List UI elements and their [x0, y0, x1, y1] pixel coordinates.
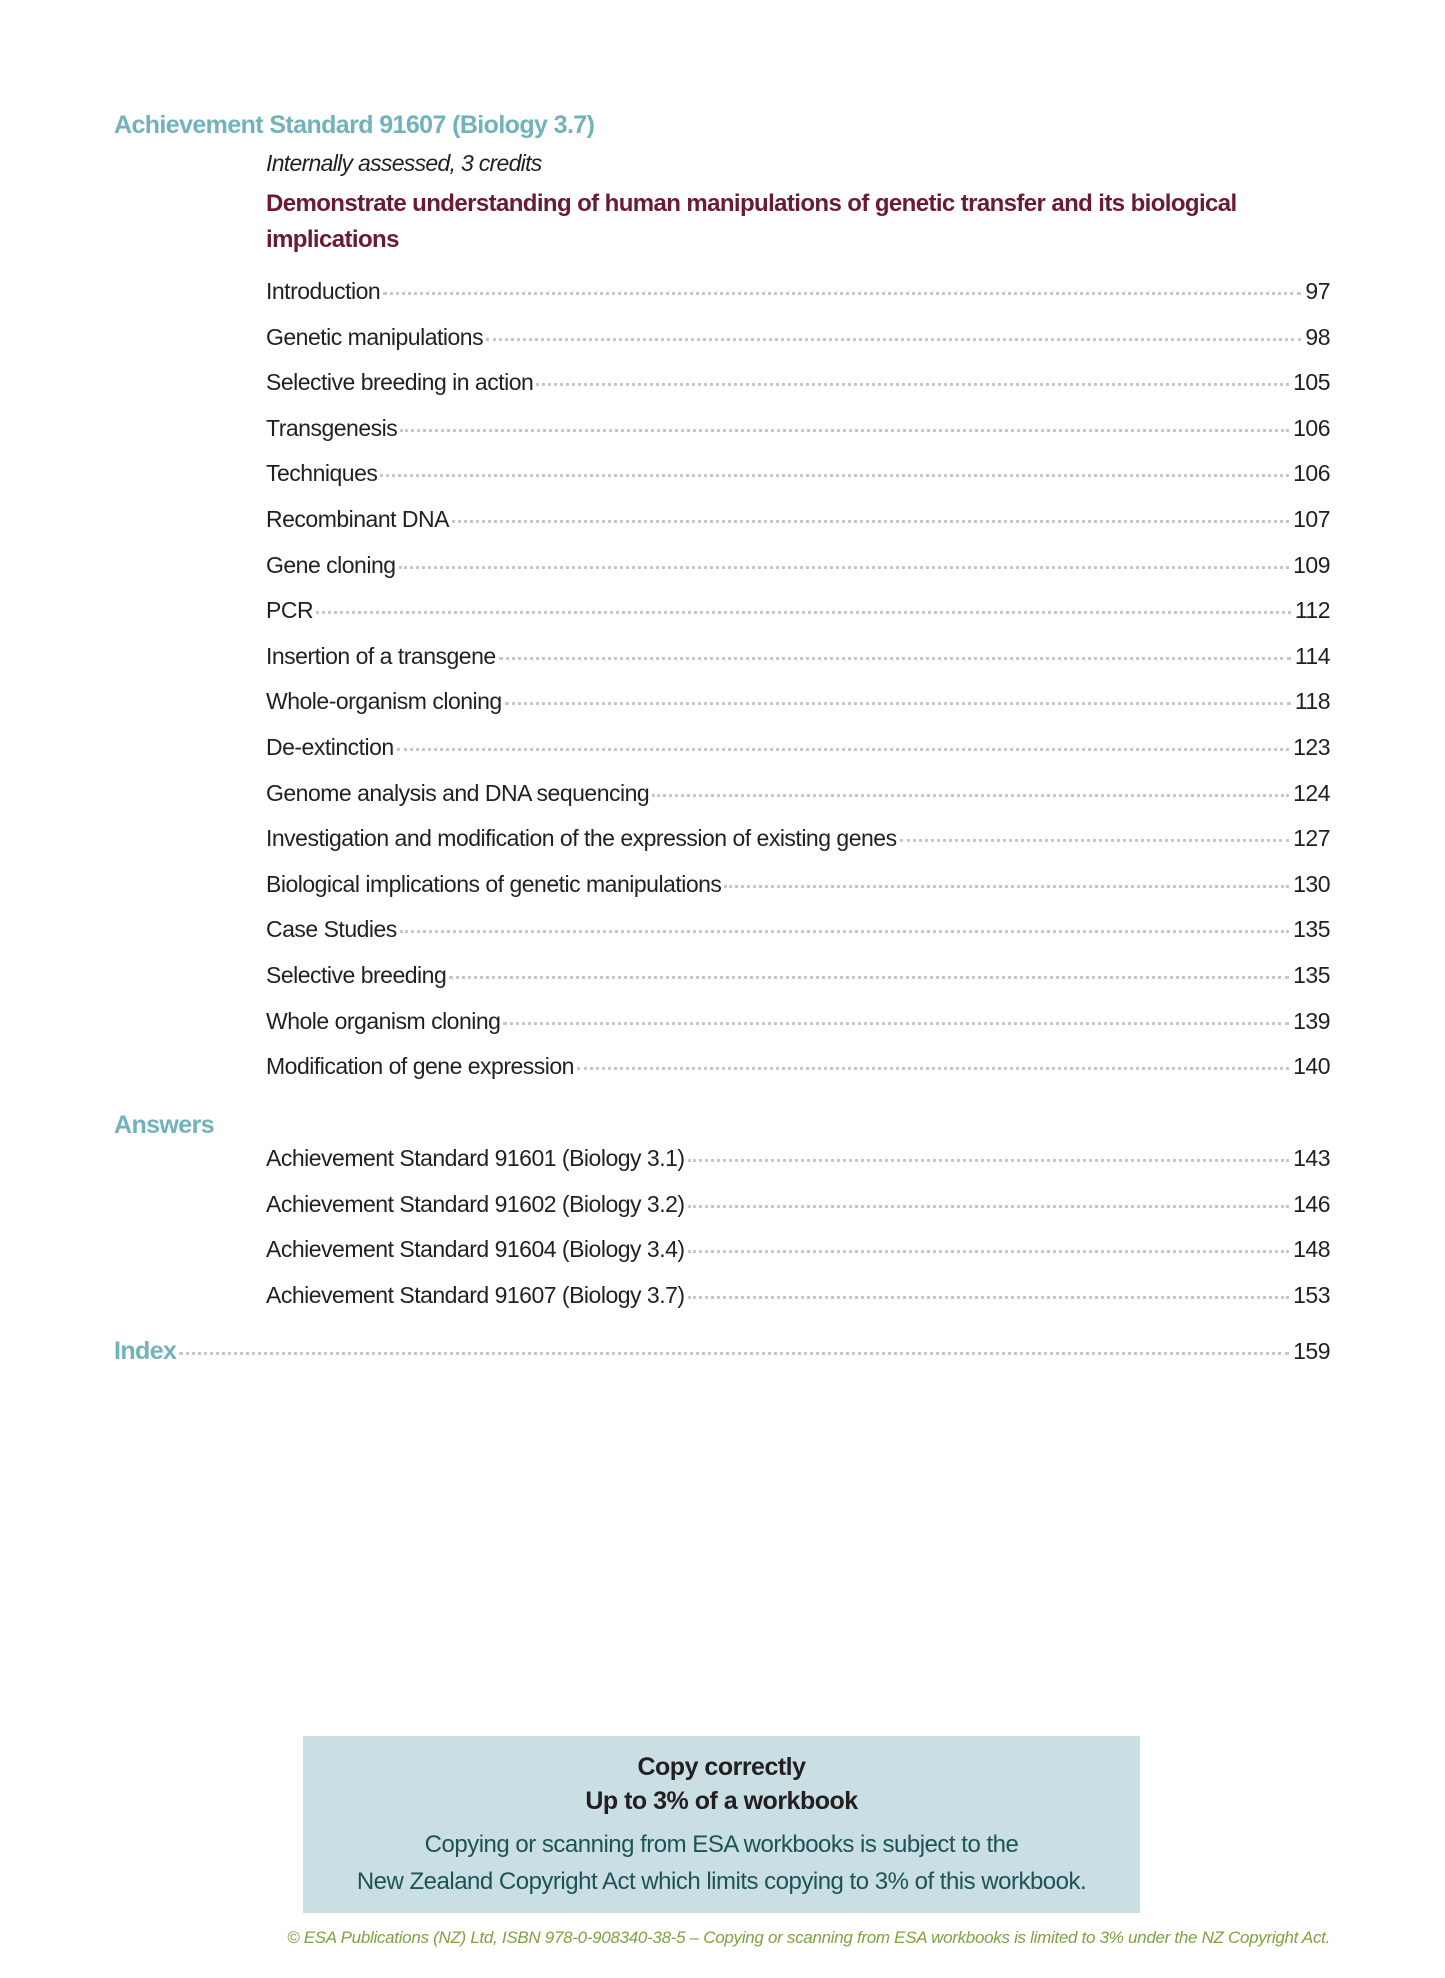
- toc-entry-label: Gene cloning: [266, 551, 396, 578]
- leader-dots: [688, 1296, 1290, 1299]
- toc-entry-page: 114: [1294, 642, 1330, 669]
- leader-dots: [452, 520, 1289, 523]
- answers-entry-page: 148: [1293, 1236, 1330, 1263]
- toc-entry-page: 135: [1293, 961, 1330, 988]
- toc-entry-label: Genetic manipulations: [266, 323, 484, 350]
- leader-dots: [383, 292, 1301, 295]
- toc-entry-page: 98: [1305, 323, 1330, 350]
- toc-entry-label: PCR: [266, 597, 314, 624]
- leader-dots: [503, 1022, 1289, 1025]
- toc-entry[interactable]: [266, 1053, 1330, 1099]
- toc-entry-page: 130: [1293, 870, 1330, 897]
- standard-title: Demonstrate understanding of human manipulations of genetic transfer and its biological implications: [266, 190, 1237, 253]
- toc-entry-label: Recombinant DNA: [266, 505, 449, 532]
- toc-entry[interactable]: [266, 643, 1330, 689]
- toc-entry[interactable]: [266, 597, 1330, 643]
- toc-entry[interactable]: [266, 871, 1330, 917]
- answers-entry-page: 153: [1293, 1281, 1330, 1308]
- index-page: 159: [1293, 1338, 1330, 1364]
- toc-entry-page: 118: [1294, 688, 1330, 715]
- toc-entry[interactable]: [266, 324, 1330, 370]
- toc-entry-label: Modification of gene expression: [266, 1053, 574, 1080]
- toc-entry-label: Investigation and modification of the expression of existing genes: [266, 825, 897, 852]
- toc-entry[interactable]: [266, 460, 1330, 506]
- toc-entry[interactable]: [266, 780, 1330, 826]
- toc-entry[interactable]: [266, 916, 1330, 962]
- toc-entry-label: Whole-organism cloning: [266, 688, 502, 715]
- toc-entry-label: Whole organism cloning: [266, 1007, 501, 1034]
- leader-dots: [449, 976, 1289, 979]
- answers-list: [266, 1145, 1330, 1327]
- answers-entry[interactable]: [266, 1191, 1330, 1237]
- toc-entry-label: Selective breeding in action: [266, 369, 534, 396]
- toc-entry-page: 107: [1293, 505, 1330, 532]
- toc-entry-page: 109: [1293, 551, 1330, 578]
- toc-entry-page: 135: [1293, 916, 1330, 943]
- index-label: Index: [114, 1337, 177, 1365]
- index-entry[interactable]: [114, 1337, 1330, 1383]
- leader-dots: [486, 338, 1301, 341]
- toc-entry-label: Selective breeding: [266, 961, 447, 988]
- answers-entry-page: 143: [1293, 1145, 1330, 1171]
- leader-dots: [652, 794, 1289, 797]
- toc-entry-page: 112: [1294, 597, 1330, 624]
- leader-dots: [316, 611, 1291, 614]
- leader-dots: [688, 1159, 1290, 1162]
- leader-dots: [900, 839, 1290, 842]
- answers-heading: Answers: [114, 1111, 215, 1139]
- leader-dots: [399, 566, 1290, 569]
- answers-entry-label: Achievement Standard 91601 (Biology 3.1): [266, 1145, 685, 1171]
- copy-notice-subtitle: Up to 3% of a workbook: [585, 1787, 858, 1815]
- toc-entry[interactable]: [266, 278, 1330, 324]
- toc-entry[interactable]: [266, 369, 1330, 415]
- toc-entry[interactable]: [266, 962, 1330, 1008]
- toc-entry-page: 123: [1293, 733, 1330, 760]
- answers-entry-label: Achievement Standard 91602 (Biology 3.2): [266, 1190, 685, 1217]
- toc-entry-label: Introduction: [266, 278, 381, 304]
- leader-dots: [380, 474, 1289, 477]
- toc-entry[interactable]: [266, 1008, 1330, 1054]
- toc-entry-label: Insertion of a transgene: [266, 642, 496, 669]
- toc-entry-page: 105: [1293, 369, 1330, 396]
- leader-dots: [688, 1205, 1290, 1208]
- copy-notice-box: [303, 1736, 1140, 1913]
- toc-entry[interactable]: [266, 552, 1330, 598]
- leader-dots: [179, 1352, 1289, 1355]
- leader-dots: [400, 429, 1289, 432]
- answers-entry[interactable]: [266, 1236, 1330, 1282]
- leader-dots: [505, 702, 1291, 705]
- toc-entry[interactable]: [266, 506, 1330, 552]
- copyright-footer: © ESA Publications (NZ) Ltd, ISBN 978-0-908340-38-5 – Copying or scanning from ESA workbooks is limited to 3% under the NZ Copyright Act.: [287, 1928, 1330, 1947]
- toc-section-list: [266, 278, 1330, 1099]
- leader-dots: [400, 930, 1289, 933]
- copy-notice-text: [303, 1826, 1140, 1900]
- toc-entry-page: 140: [1293, 1053, 1330, 1080]
- toc-entry-label: Biological implications of genetic manipulations: [266, 870, 722, 897]
- toc-entry-page: 97: [1305, 278, 1330, 304]
- toc-entry-page: 139: [1293, 1007, 1330, 1034]
- toc-entry[interactable]: [266, 688, 1330, 734]
- leader-dots: [577, 1067, 1289, 1070]
- answers-entry-page: 146: [1293, 1190, 1330, 1217]
- leader-dots: [688, 1250, 1290, 1253]
- toc-entry-label: De-extinction: [266, 733, 394, 760]
- section-heading: Achievement Standard 91607 (Biology 3.7): [114, 111, 595, 139]
- copy-notice-line-2: New Zealand Copyright Act which limits copying to 3% of this workbook.: [356, 1868, 1087, 1895]
- toc-entry-label: Case Studies: [266, 916, 397, 943]
- toc-entry-label: Techniques: [266, 460, 378, 487]
- toc-entry-label: Transgenesis: [266, 414, 398, 441]
- answers-entry[interactable]: [266, 1145, 1330, 1191]
- leader-dots: [724, 885, 1289, 888]
- answers-entry[interactable]: [266, 1282, 1330, 1328]
- leader-dots: [397, 748, 1289, 751]
- toc-entry[interactable]: [266, 734, 1330, 780]
- leader-dots: [499, 657, 1291, 660]
- toc-entry-page: 124: [1293, 779, 1330, 806]
- toc-entry[interactable]: [266, 825, 1330, 871]
- toc-entry[interactable]: [266, 415, 1330, 461]
- copy-notice-title: Copy correctly: [637, 1753, 806, 1781]
- toc-entry-page: 127: [1293, 825, 1330, 852]
- copy-notice-line-1: Copying or scanning from ESA workbooks is subject to the: [424, 1831, 1019, 1858]
- toc-entry-label: Genome analysis and DNA sequencing: [266, 779, 650, 806]
- assessment-note: Internally assessed, 3 credits: [266, 150, 542, 176]
- leader-dots: [536, 383, 1289, 386]
- toc-entry-page: 106: [1293, 414, 1330, 441]
- toc-entry-page: 106: [1293, 460, 1330, 487]
- answers-entry-label: Achievement Standard 91604 (Biology 3.4): [266, 1236, 685, 1263]
- answers-entry-label: Achievement Standard 91607 (Biology 3.7): [266, 1281, 685, 1308]
